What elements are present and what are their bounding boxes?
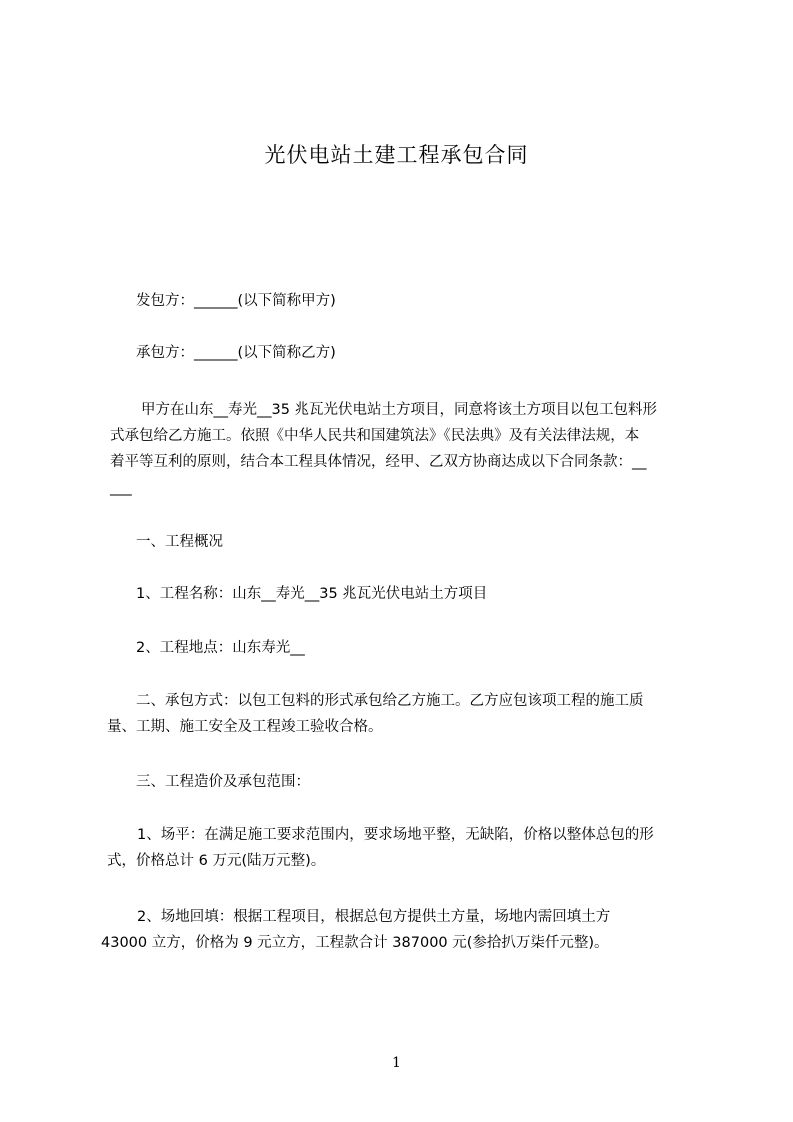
section-3-item-2-line: 2、场地回填：根据工程项目，根据总包方提供土方量，场地内需回填土方 — [137, 909, 611, 925]
section-1-heading: 一、工程概况 — [136, 534, 223, 550]
section-3-item-2 — [101, 904, 610, 956]
intro-line: ___ — [110, 480, 132, 496]
section-3-heading: 三、工程造价及承包范围： — [136, 774, 310, 790]
section-3-item-2-line: 43000 立方，价格为 9 元立方，工程款合计 387000 元(参拾扒万柒仟元整)。 — [101, 935, 609, 951]
section-2-line: 二、承包方式：以包工包料的形式承包给乙方施工。乙方应包该项工程的施工质 — [136, 693, 644, 709]
intro-line: 式承包给乙方施工。依照《中华人民共和国建筑法》《民法典》及有关法律法规，本 — [110, 428, 640, 444]
section-3-item-1-line: 1、场平：在满足施工要求范围内，要求场地平整，无缺陷，价格以整体总包的形 — [137, 827, 654, 843]
party-a-line: 发包方：______(以下简称甲方) — [136, 293, 336, 309]
section-2-line: 量、工期、施工安全及工程竣工验收合格。 — [107, 719, 383, 735]
intro-paragraph — [110, 397, 657, 501]
party-b-line: 承包方：______(以下简称乙方) — [136, 345, 336, 361]
section-1-item-1: 1、工程名称：山东__寿光__35 兆瓦光伏电站土方项目 — [136, 586, 488, 602]
section-3-item-1 — [107, 822, 654, 874]
intro-line: 甲方在山东__寿光__35 兆瓦光伏电站土方项目，同意将该土方项目以包工包料形 — [141, 402, 658, 418]
section-1-item-2: 2、工程地点：山东寿光__ — [136, 640, 305, 656]
section-2-paragraph — [107, 688, 644, 740]
document-title: 光伏电站土建工程承包合同 — [264, 143, 529, 167]
page-number: 1 — [392, 1055, 401, 1071]
intro-line: 着平等互利的原则，结合本工程具体情况，经甲、乙双方协商达成以下合同条款：__ — [110, 454, 647, 470]
section-3-item-1-line: 式，价格总计 6 万元(陆万元整)。 — [107, 853, 326, 869]
